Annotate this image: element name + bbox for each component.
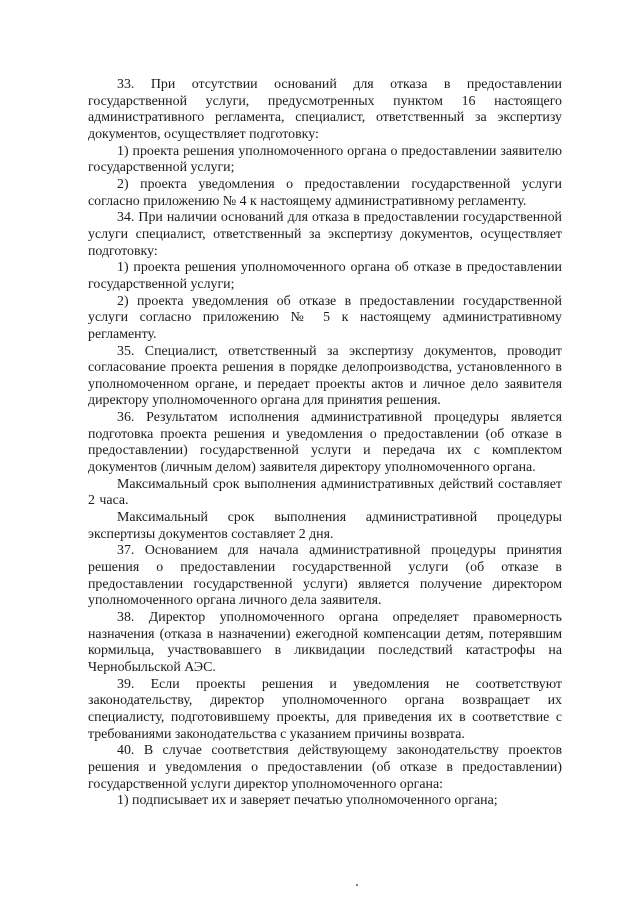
paragraph-40: 40. В случае соответствия действующему законодательству проектов решения и уведомления о предоставлении (об отказе в предоставлении) государственной услуги директор уполномоченного органа: bbox=[88, 743, 562, 792]
paragraph-39: 39. Если проекты решения и уведомления не соответствуют законодательству, директор уполномоченного органа возвращает их специалисту, подготовившему проекты, для приведения их в соответствие с требованиями законодательства с указанием причины возврата. bbox=[88, 676, 562, 742]
paragraph-35: 35. Специалист, ответственный за экспертизу документов, проводит согласование проекта решения в порядке делопроизводства, установленного в уполномоченном органе, и передает проекты актов и личное дело заявителя директору уполномоченного органа для принятия решения. bbox=[88, 343, 562, 409]
paragraph-36: 36. Результатом исполнения административной процедуры является подготовка проекта решения и уведомления о предоставлении (об отказе в предоставлении) государственной услуги и передача их с комплектом документов (личным делом) заявителя директору уполномоченного органа. bbox=[88, 410, 562, 476]
paragraph-33-item-2: 2) проекта уведомления о предоставлении государственной услуги согласно приложению № 4 к настоящему административному регламенту. bbox=[88, 176, 562, 209]
paragraph-40-item-1: 1) подписывает их и заверяет печатью уполномоченного органа; bbox=[117, 793, 498, 809]
paragraph-36-max-time-actions: Максимальный срок выполнения административных действий составляет 2 часа. bbox=[88, 476, 562, 509]
paragraph-33-item-1: 1) проекта решения уполномоченного органа о предоставлении заявителю государственной услуги; bbox=[88, 143, 562, 176]
paragraph-36-max-time-procedure: Максимальный срок выполнения административной процедуры экспертизы документов составляет 2 дня. bbox=[88, 510, 562, 542]
paragraph-37: 37. Основанием для начала административной процедуры принятия решения о предоставлении государственной услуги (об отказе в предоставлении государственной услуги) является получение директором уполномоченного органа личного дела заявителя. bbox=[88, 543, 562, 609]
paragraph-34-item-1: 1) проекта решения уполномоченного органа об отказе в предоставлении государственной услуги; bbox=[88, 260, 562, 292]
paragraph-34: 34. При наличии оснований для отказа в предоставлении государственной услуги специалист, ответственный за экспертизу документов, осуществляет подготовку: bbox=[88, 210, 562, 259]
scan-dot bbox=[356, 884, 358, 886]
paragraph-38: 38. Директор уполномоченного органа определяет правомерность назначения (отказа в назначении) ежегодной компенсации детям, потерявшим кормильца, участвовавшего в ликвидации последствий катастрофы на Чернобыльской АЭС. bbox=[88, 610, 562, 675]
paragraph-33: 33. При отсутствии оснований для отказа в предоставлении государственной услуги, предусмотренных пунктом 16 настоящего административного регламента, специалист, ответственный за экспертизу документов, осуществляет подготовку: bbox=[88, 77, 562, 142]
paragraph-34-item-2: 2) проекта уведомления об отказе в предоставлении государственной услуги согласно приложению № 5 к настоящему административному регламенту. bbox=[88, 293, 562, 342]
